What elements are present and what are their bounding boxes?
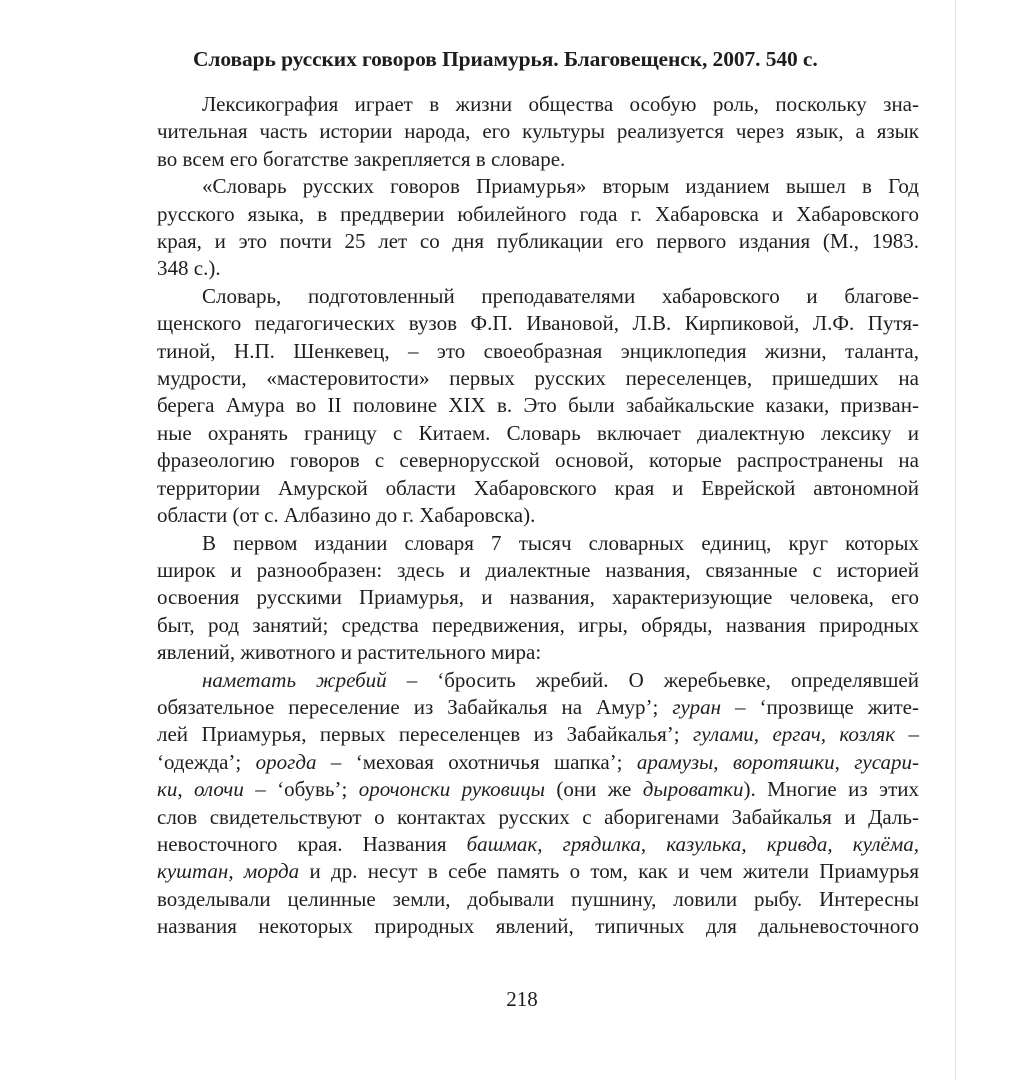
text-line [157,694,919,721]
text-segment: невосточного края. Названия [157,831,467,856]
text-line: чительная часть истории народа, его культуры реализуется через язык, а язык [157,119,919,144]
paragraph-authors [157,283,919,530]
dialect-term: дыроватки [642,777,744,802]
text-line [157,858,919,885]
dialect-term: гуран [672,694,722,719]
text-line [157,749,919,776]
text-segment: названия некоторых природных явлений, типичных для дальневосточного [157,914,919,939]
text-segment: возделывали целинные земли, добывали пушнину, ловили рыбу. Интересны [157,886,919,911]
text-line: В первом издании словаря 7 тысяч словарных единиц, круг которых [202,530,919,555]
text-line: Лексикография играет в жизни общества особую роль, поскольку зна- [202,92,919,116]
text-line: Словарь, подготовленный преподавателями хабаровского и благове- [202,283,919,308]
text-line: ные охранять границу с Китаем. Словарь включает диалектную лексику и [157,420,919,445]
dialect-term: наметать жребий [202,667,387,692]
dialect-term: куштан, морда [157,859,300,884]
text-line: освоения русскими Приамурья, и названия, характеризующие человека, его [157,585,919,610]
text-line: берега Амура во II половине XIX в. Это были забайкальские казаки, призван- [157,393,919,418]
text-line: широк и разнообразен: здесь и диалектные названия, связанные с историей [157,557,919,582]
text-segment: – [895,722,919,747]
dialect-term: орогда [255,749,317,774]
text-line: быт, род занятий; средства передвижения, игры, обряды, названия природных [157,612,919,637]
text-line: области (от с. Албазино до г. Хабаровска). [157,503,536,528]
dialect-term: башмак, грядилка, казулька, кривда, кулёма, [466,831,919,856]
text-line [157,913,919,940]
text-segment: слов свидетельствуют о контактах русских с аборигенами Забайкалья и Даль- [157,804,919,829]
text-line: 348 с.). [157,256,221,281]
text-line [157,886,919,913]
dialect-term: воротяшки, гусари- [732,749,920,774]
text-line: тиной, Н.П. Шенкевец, – это своеобразная энциклопедия жизни, таланта, [157,338,919,363]
text-line [157,776,919,803]
paragraph-dialect-examples [157,667,919,941]
text-segment: лей Приамурья, первых переселенцев из Забайкалья’; [157,722,694,747]
text-segment: – ‘меховая охотничья шапка’; [316,749,637,774]
text-line [157,667,919,694]
text-segment: обязательное переселение из Забайкалья на Амур’; [157,694,673,719]
page-edge-divider [955,0,956,1080]
text-line [157,831,919,858]
text-line: русского языка, в преддверии юбилейного года г. Хабаровска и Хабаровского [157,201,919,226]
text-segment: ‘одежда’; [157,749,256,774]
text-segment: ). Многие из этих [743,777,919,802]
text-segment: , [713,749,733,774]
document-body [157,44,919,941]
paragraph-intro [157,91,919,173]
text-segment: и др. несут в себе память о том, как и чем жители Приамурья [299,859,919,884]
dialect-term: орочонски руковицы [358,777,546,802]
dialect-term: гулами, ергач, козляк [693,722,896,747]
text-line [157,804,919,831]
text-line: территории Амурской области Хабаровского края и Еврейской автономной [157,475,919,500]
text-line: мудрости, «мастеровитости» первых русских переселенцев, пришедших на [157,366,919,391]
text-segment: (они же [545,777,643,802]
text-segment: – ‘прозвище жите- [721,694,919,719]
text-line [157,721,919,748]
page-title: Словарь русских говоров Приамурья. Благовещенск, 2007. 540 с. [193,47,818,71]
text-line: щенского педагогических вузов Ф.П. Ивановой, Л.В. Кирпиковой, Л.Ф. Путя- [157,311,919,336]
paragraph-second-edition [157,173,919,283]
text-line: «Словарь русских говоров Приамурья» вторым изданием вышел в Год [202,174,919,199]
dialect-term: ки, олочи [157,777,244,802]
text-line: края, и это почти 25 лет со дня публикации его первого издания (М., 1983. [157,229,919,254]
paragraph-first-edition [157,530,919,667]
text-line: во всем его богатстве закрепляется в словаре. [157,146,566,171]
text-line: фразеологию говоров с севернорусской основой, которые распространены на [157,448,919,473]
dialect-term: арамузы [636,749,714,774]
text-segment: – ‘бросить жребий. О жеребьевке, определявшей [386,667,919,692]
text-segment: – ‘обувь’; [243,777,359,802]
text-line: явлений, животного и растительного мира: [157,640,542,665]
page-number: 218 [506,987,538,1011]
